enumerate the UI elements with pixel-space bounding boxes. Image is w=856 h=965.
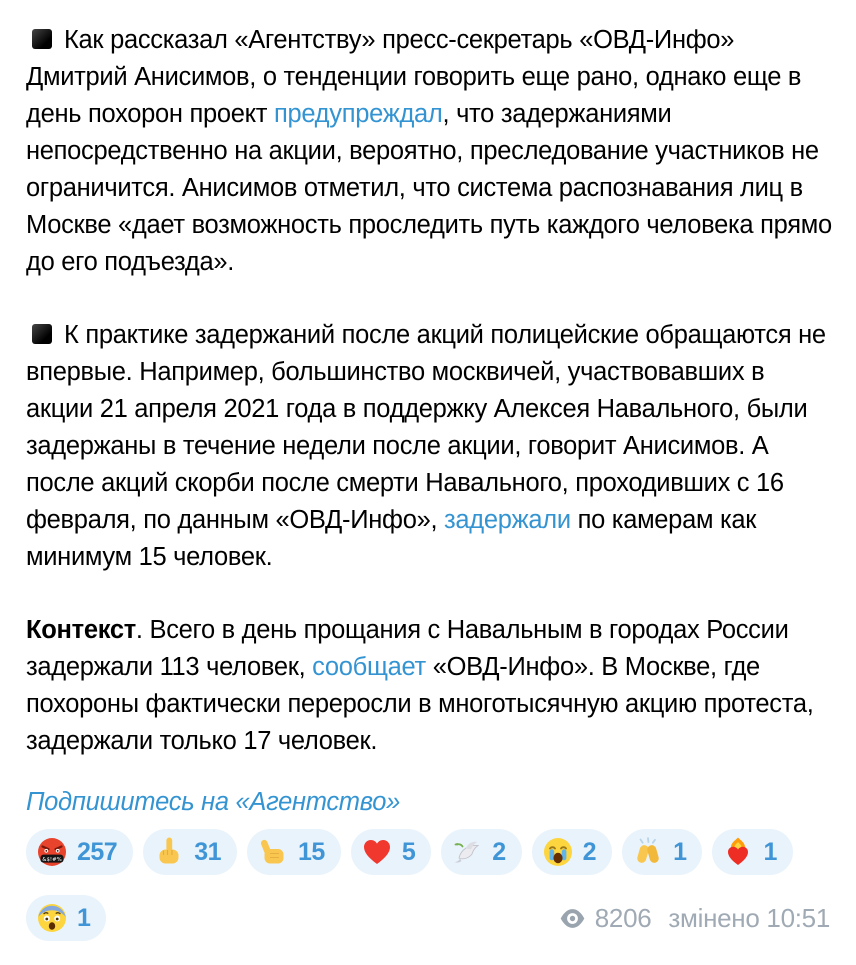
black-square-icon — [32, 324, 52, 344]
message-text — [26, 22, 832, 760]
fearful-face-icon — [36, 902, 68, 934]
reaction-thumbs-up[interactable] — [247, 829, 341, 875]
clapping-hands-icon — [632, 836, 664, 868]
post-meta — [559, 903, 832, 934]
paragraph — [26, 22, 832, 281]
reaction-angry-cursing-face[interactable] — [26, 829, 133, 875]
reaction-sobbing-face[interactable] — [532, 829, 612, 875]
reaction-heart-on-fire[interactable] — [712, 829, 792, 875]
reaction-count: 257 — [77, 837, 118, 866]
reaction-count: 2 — [582, 837, 597, 866]
text-run: Контекст — [26, 616, 136, 644]
inline-link[interactable]: сообщает — [312, 653, 426, 681]
reaction-count: 1 — [673, 837, 687, 866]
text-run: «ОВД-Инфо». В Москве, где похороны фактически переросли в многотысячную акцию протеста, задержали только 17 человек. — [26, 653, 814, 755]
reaction-clapping-hands[interactable] — [622, 829, 702, 875]
reaction-count: 1 — [763, 837, 777, 866]
angry-cursing-face-icon — [36, 836, 68, 868]
views-count: 8206 — [594, 902, 652, 933]
reaction-fearful-face[interactable] — [26, 895, 106, 941]
inline-link[interactable]: задержали — [444, 506, 571, 534]
reaction-count: 1 — [77, 903, 91, 932]
subscribe-link[interactable]: Подпишитесь на «Агентство» — [26, 788, 400, 816]
dove-icon — [451, 836, 483, 868]
text-run: К практике задержаний после акций полицейские обращаются не впервые. Например, большинство москвичей, участвовавших в акции 21 апреля 2021 года в поддержку Алексея Навального, были задержаны в течение недели после акции, говорит Анисимов. А после акций скорби после смерти Навального, проходивших с 16 февраля, по данным «ОВД-Инфо», — [26, 321, 826, 534]
reaction-middle-finger[interactable] — [143, 829, 237, 875]
reaction-count: 2 — [492, 837, 506, 866]
reaction-count: 15 — [298, 837, 325, 866]
paragraph — [26, 612, 832, 760]
middle-finger-icon — [153, 836, 185, 868]
edited-timestamp: змінено 10:51 — [668, 902, 830, 933]
reaction-count: 5 — [401, 837, 416, 866]
heart-on-fire-icon — [722, 836, 754, 868]
paragraph — [26, 317, 832, 576]
reaction-red-heart[interactable] — [351, 829, 431, 875]
inline-link[interactable]: предупреждал — [273, 100, 443, 128]
text-run: по камерам как минимум 15 человек. — [26, 506, 757, 571]
red-heart-icon — [361, 836, 393, 868]
black-square-icon — [32, 29, 52, 49]
sobbing-face-icon — [542, 836, 574, 868]
text-run: , что задержаниями непосредственно на акции, вероятно, преследование участников не ограничится. Анисимов отметил, что система распознавания лиц в Москве «дает возможность проследить путь каждого человека прямо до его подъезда». — [26, 100, 832, 276]
reaction-count: 31 — [194, 837, 222, 866]
text-run: Как рассказал «Агентству» пресс-секретарь «ОВД-Инфо» Дмитрий Анисимов, о тенденции говорить еще рано, однако еще в день похорон проект — [26, 26, 802, 128]
text-run: . Всего в день прощания с Навальным в городах России задержали 113 человек, — [26, 616, 789, 681]
views-eye-icon — [559, 905, 586, 932]
reactions — [26, 829, 832, 955]
reaction-dove[interactable] — [441, 829, 521, 875]
svg-text:&$!#%: &$!#% — [42, 856, 62, 863]
thumbs-up-icon — [257, 836, 289, 868]
